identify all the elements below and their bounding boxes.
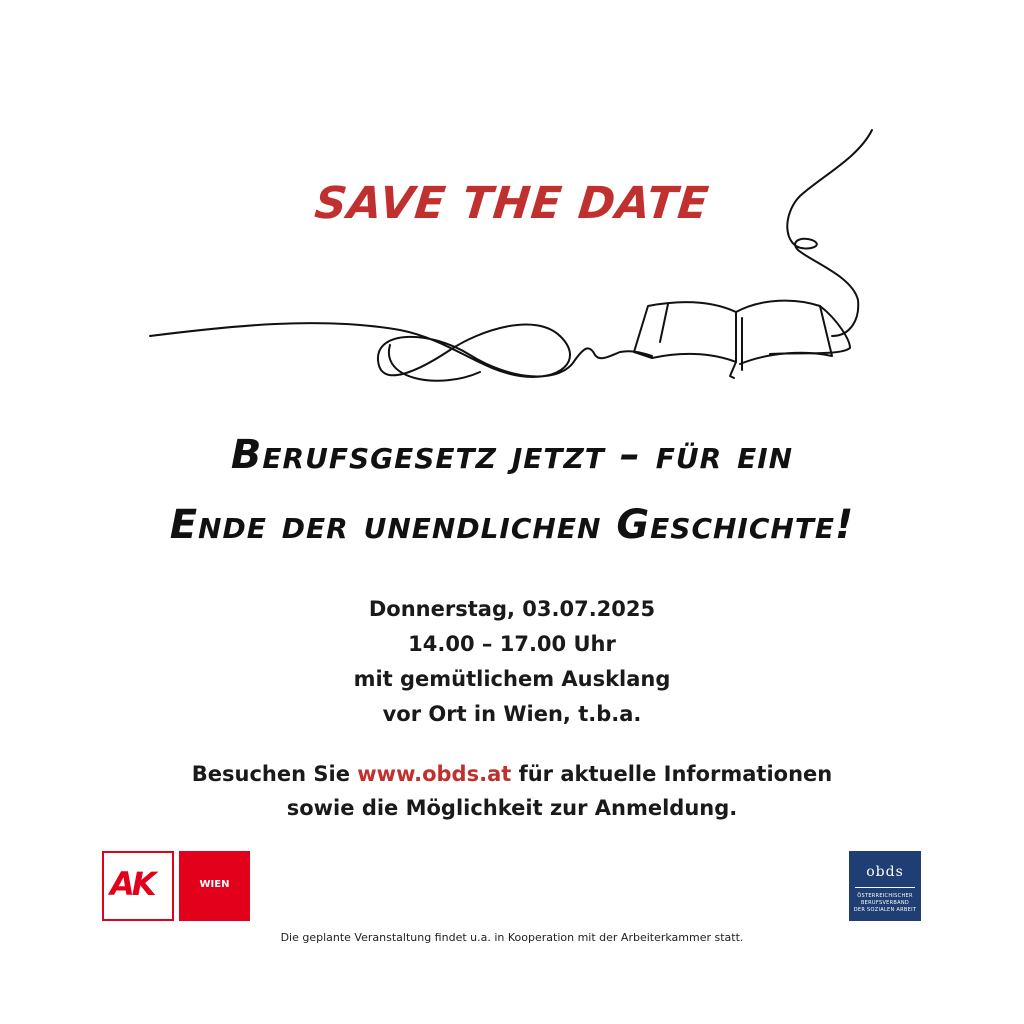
visit-line-2: sowie die Möglichkeit zur Anmeldung. bbox=[286, 796, 738, 820]
ak-wien-logo bbox=[102, 851, 249, 921]
obds-name: obds bbox=[866, 864, 904, 880]
event-location: vor Ort in Wien, t.b.a. bbox=[382, 702, 642, 726]
obds-divider bbox=[855, 887, 915, 888]
event-time: 14.00 – 17.00 Uhr bbox=[408, 632, 616, 656]
wien-text: WIEN bbox=[199, 879, 230, 890]
ak-logo-box bbox=[102, 851, 174, 921]
visit-line-1 bbox=[0, 757, 1024, 791]
event-extra: mit gemütlichem Ausklang bbox=[353, 667, 671, 691]
event-date: Donnerstag, 03.07.2025 bbox=[368, 597, 656, 621]
obds-subtitle: ÖSTERREICHISCHER BERUFSVERBAND DER SOZIALEN ARBEIT bbox=[853, 893, 917, 913]
cooperation-footnote: Die geplante Veranstaltung findet u.a. in Kooperation mit der Arbeiterkammer statt. bbox=[280, 931, 744, 944]
visit-suffix: für aktuelle Informationen bbox=[518, 762, 833, 786]
visit-info bbox=[0, 757, 1024, 825]
obds-logo bbox=[849, 851, 921, 921]
event-details bbox=[0, 592, 1024, 732]
headline-line-1: Berufsgesetz jetzt – für ein bbox=[230, 432, 794, 478]
save-the-date-title: SAVE THE DATE bbox=[312, 178, 712, 229]
visit-prefix: Besuchen Sie bbox=[191, 762, 350, 786]
ak-letters: AK bbox=[110, 865, 154, 903]
headline bbox=[40, 420, 984, 560]
website-link[interactable]: www.obds.at bbox=[357, 762, 512, 786]
wien-box bbox=[179, 851, 250, 921]
headline-line-2: Ende der unendlichen Geschichte! bbox=[169, 502, 855, 548]
